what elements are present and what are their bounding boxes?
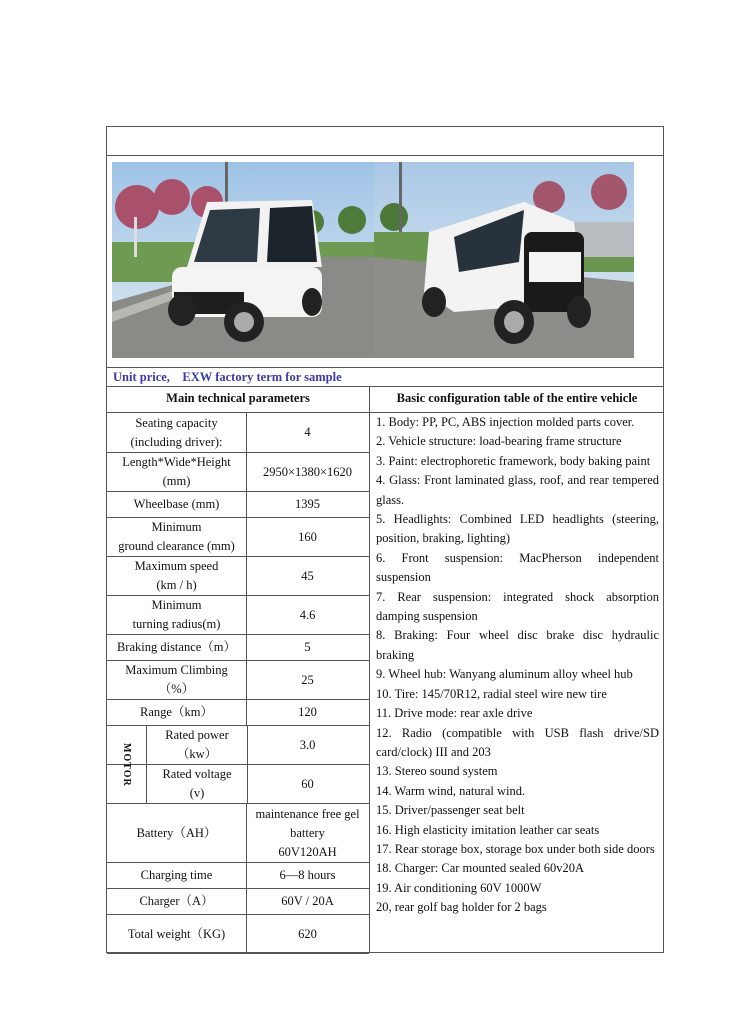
- param-name: Braking distance（m）: [107, 635, 247, 660]
- config-item: 18. Charger: Car mounted sealed 60v20A: [376, 861, 585, 876]
- param-name: Charging time: [107, 863, 247, 888]
- motor-label: MOTOR: [121, 743, 132, 787]
- config-item: 1. Body: PP, PC, ABS injection molded parts cover.: [376, 415, 635, 429]
- config-item: 13. Stereo sound system: [376, 764, 498, 779]
- param-name: Maximum speed (km / h): [107, 557, 247, 595]
- config-item: 6. Front suspension: MacPherson independent suspension: [376, 550, 659, 585]
- config-item: 15. Driver/passenger seat belt: [376, 803, 525, 818]
- param-row: [107, 765, 369, 804]
- param-value: maintenance free gel battery 60V120AH: [255, 806, 360, 859]
- param-value: 1395: [295, 497, 320, 511]
- params-header: Main technical parameters: [166, 391, 310, 405]
- param-value: 60: [301, 776, 314, 791]
- param-name: Rated voltage (v): [146, 765, 248, 803]
- param-row: [107, 518, 369, 557]
- price-note: Unit price, EXW factory term for sample: [113, 370, 342, 384]
- config-item: 10. Tire: 145/70R12, radial steel wire new tire: [376, 686, 607, 701]
- param-value: 160: [298, 529, 317, 544]
- param-row: [107, 557, 369, 596]
- param-row: [107, 889, 369, 915]
- config-item: 9. Wheel hub: Wanyang aluminum alloy wheel hub: [376, 667, 633, 682]
- config-item: 7. Rear suspension: integrated shock absorption damping suspension: [376, 589, 659, 624]
- param-value: 60V / 20A: [281, 894, 334, 908]
- param-value: 3.0: [299, 737, 316, 752]
- param-value: 120: [298, 705, 317, 719]
- config-item: 14. Warm wind, natural wind.: [376, 783, 526, 798]
- param-row: [107, 863, 369, 889]
- param-name: Total weight（KG): [107, 915, 247, 953]
- column-divider: [369, 387, 370, 952]
- param-value: 4: [304, 425, 311, 439]
- param-name: Minimum turning radius(m): [107, 596, 247, 634]
- vehicle-rear-photo: [374, 162, 634, 358]
- param-row: [107, 915, 369, 954]
- param-row: [107, 804, 369, 863]
- param-name: Battery（AH）: [107, 804, 247, 862]
- param-value: 4.6: [299, 607, 316, 622]
- spec-sheet: [106, 126, 664, 953]
- param-value: 25: [301, 672, 314, 687]
- param-name: Range（km）: [107, 700, 247, 725]
- param-name: Rated power （kw）: [146, 726, 248, 764]
- config-item: 2. Vehicle structure: load-bearing frame structure: [376, 434, 622, 449]
- param-name: Wheelbase (mm): [107, 492, 247, 517]
- param-row: [107, 635, 369, 661]
- param-row: [107, 413, 369, 453]
- param-row: [107, 492, 369, 518]
- config-item: 16. High elasticity imitation leather car seats: [376, 822, 600, 837]
- config-item: 19. Air conditioning 60V 1000W: [376, 880, 542, 895]
- param-row: [107, 453, 369, 492]
- param-value: 620: [298, 926, 317, 941]
- vehicle-front-photo: [112, 162, 374, 358]
- table-header-row: [107, 387, 663, 413]
- config-header: Basic configuration table of the entire vehicle: [396, 391, 638, 405]
- param-row: [107, 700, 369, 726]
- configuration-list: [376, 413, 659, 918]
- config-item: 3. Paint: electrophoretic framework, body baking paint: [376, 453, 651, 468]
- blank-title-row: [107, 127, 663, 156]
- param-name: Seating capacity (including driver):: [107, 413, 247, 452]
- param-value: 2950×1380×1620: [262, 464, 353, 479]
- config-item: 4. Glass: Front laminated glass, roof, and rear tempered glass.: [376, 473, 659, 507]
- param-name: Maximum Climbing （%）: [107, 661, 247, 699]
- price-note-row: [107, 367, 663, 387]
- param-name: Minimum ground clearance (mm): [107, 518, 247, 556]
- param-name: Charger（A）: [107, 889, 247, 914]
- param-row: [107, 726, 369, 765]
- vehicle-photos: [112, 162, 634, 358]
- param-value: 6—8 hours: [279, 868, 336, 882]
- config-item: 5. Headlights: Combined LED headlights (steering, position, braking, lighting): [376, 512, 659, 546]
- config-item: 20, rear golf bag holder for 2 bags: [376, 900, 547, 915]
- config-item: 12. Radio (compatible with USB flash drive/SD card/clock) III and 203: [376, 725, 659, 759]
- config-item: 17. Rear storage box, storage box under both side doors: [376, 841, 655, 856]
- param-name: Length*Wide*Height (mm): [107, 453, 247, 491]
- param-row: [107, 661, 369, 700]
- param-value: 45: [301, 568, 314, 583]
- config-item: 8. Braking: Four wheel disc brake disc hydraulic braking: [376, 628, 659, 662]
- param-row: [107, 596, 369, 635]
- param-value: 5: [304, 640, 311, 654]
- config-item: 11. Drive mode: rear axle drive: [376, 706, 533, 721]
